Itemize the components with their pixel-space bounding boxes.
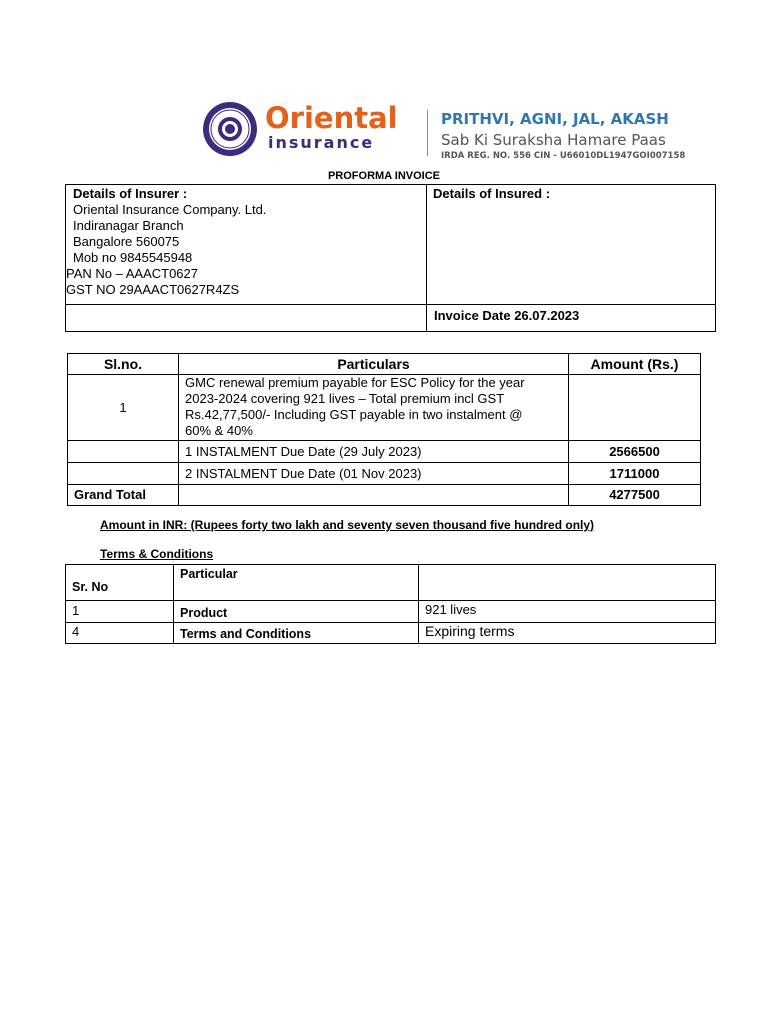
row-slno: 1 [68, 375, 179, 441]
insurer-pan: PAN No – AAACT0627 [66, 266, 198, 281]
particular-line: Rs.42,77,500/- Including GST payable in two instalment @ [185, 407, 523, 422]
particular-line: GMC renewal premium payable for ESC Policy for the year [185, 375, 525, 390]
grand-total-row [68, 485, 701, 506]
terms-header-srno: Sr. No [66, 565, 174, 601]
invoice-date: Invoice Date 26.07.2023 [434, 308, 580, 323]
empty-cell [179, 485, 569, 506]
row-particular: 1 INSTALMENT Due Date (29 July 2023) [179, 441, 569, 463]
insurer-gst: GST NO 29AAACT0627R4ZS [66, 282, 240, 297]
irda-registration: IRDA REG. NO. 556 CIN - U66010DL1947GOI007158 [441, 151, 686, 161]
insurer-line: Mob no 9845545948 [73, 250, 193, 265]
empty-cell [66, 305, 427, 332]
column-header: Sl.no. [68, 354, 179, 375]
insurer-line: Indiranagar Branch [73, 218, 184, 233]
terms-srno: 4 [66, 623, 174, 644]
terms-particular: Terms and Conditions [174, 623, 419, 644]
table-row [68, 441, 701, 463]
row-amount: 1711000 [569, 463, 701, 485]
row-amount: 2566500 [569, 441, 701, 463]
insured-heading: Details of Insured : [433, 186, 551, 201]
particular-line: 2023-2024 covering 921 lives – Total premium incl GST [185, 391, 505, 406]
row-particular [179, 375, 569, 441]
document-title: PROFORMA INVOICE [327, 170, 441, 182]
brand-subtitle: insurance [268, 133, 375, 152]
grand-total-label: Grand Total [68, 485, 179, 506]
table-row [66, 601, 716, 623]
column-header: Amount (Rs.) [569, 354, 701, 375]
insured-cell [427, 185, 716, 305]
terms-header-value [419, 565, 716, 601]
table-row [68, 463, 701, 485]
terms-value: 921 lives [419, 601, 716, 623]
grand-total-amount: 4277500 [569, 485, 701, 506]
insurer-line: Bangalore 560075 [73, 234, 180, 249]
insurer-line: Oriental Insurance Company. Ltd. [73, 202, 267, 217]
terms-particular: Product [174, 601, 419, 623]
insurer-cell [66, 185, 427, 305]
brand-name: Oriental [265, 101, 398, 135]
tagline: PRITHVI, AGNI, JAL, AKASH [441, 110, 669, 128]
particular-line: 60% & 40% [185, 423, 253, 438]
particulars-table [67, 353, 701, 506]
terms-table [65, 564, 716, 644]
tagline-secondary: Sab Ki Suraksha Hamare Paas [441, 131, 666, 149]
terms-header-particular: Particular [174, 565, 419, 601]
terms-srno: 1 [66, 601, 174, 623]
invoice-date-cell [427, 305, 716, 332]
terms-value: Expiring terms [419, 623, 716, 644]
row-slno [68, 463, 179, 485]
column-header: Particulars [179, 354, 569, 375]
amount-in-words: Amount in INR: (Rupees forty two lakh and seventy seven thousand five hundred only) [100, 518, 595, 532]
table-row [68, 375, 701, 441]
terms-heading: Terms & Conditions [100, 547, 214, 561]
details-table [65, 184, 716, 332]
row-particular: 2 INSTALMENT Due Date (01 Nov 2023) [179, 463, 569, 485]
insurer-heading: Details of Insurer : [73, 186, 188, 201]
row-amount [569, 375, 701, 441]
table-row [66, 623, 716, 644]
row-slno [68, 441, 179, 463]
company-seal-logo [203, 102, 257, 156]
header-divider [427, 110, 428, 156]
